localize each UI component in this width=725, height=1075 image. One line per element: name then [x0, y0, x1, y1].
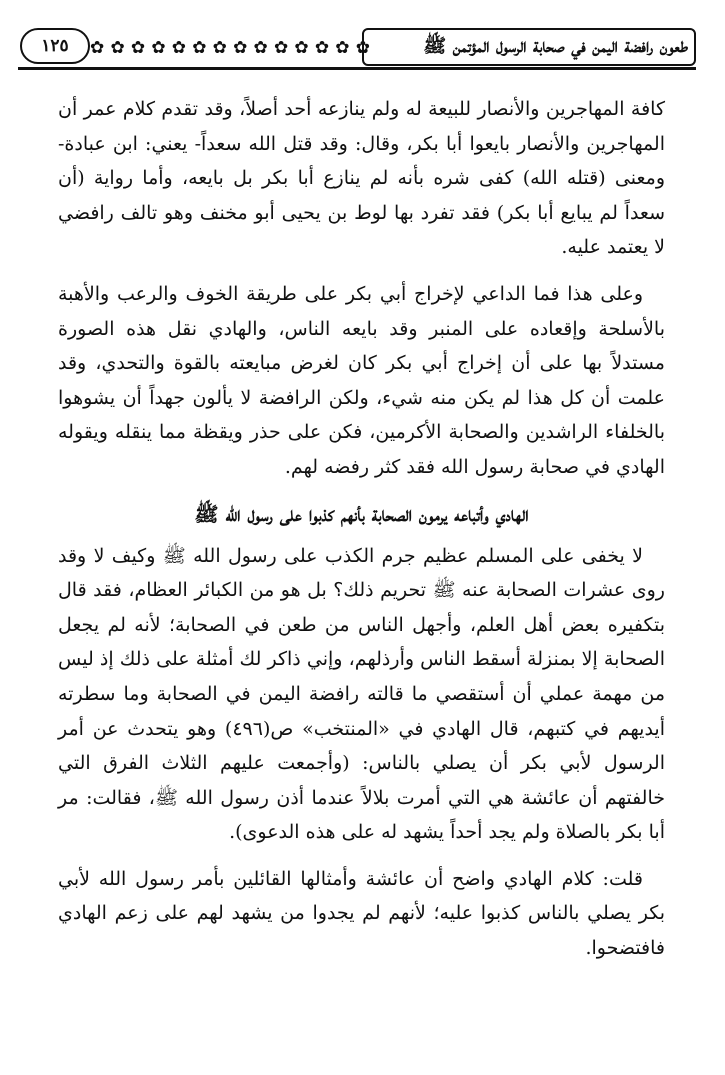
flower-ornament-icon: ✿: [233, 37, 248, 58]
page-number-text: ١٢٥: [41, 36, 69, 56]
header-divider: [18, 67, 696, 70]
page-body: [58, 92, 665, 978]
flower-ornament-icon: ✿: [253, 37, 268, 58]
header-ornament-row: [90, 36, 370, 60]
paragraph: كافة المهاجرين والأنصار للبيعة له ولم ينازعه أحد أصلاً، وقد تقدم كلام عمر أن المهاجرين والأنصار بايعوا أبا بكر، وقال: وقد قتل الله سعداً- يعني: ابن عبادة- ومعنى (قتله الله) كفى شره بأنه لم ينازع أبا بكر بل بايعه، وأما رواية (أن سعداً لم يبايع أبا بكر) فقد تفرد بها لوط بن يحيى أبو مخنف وهو تالف رافضي لا يعتمد عليه.: [58, 98, 665, 259]
paragraph: وعلى هذا فما الداعي لإخراج أبي بكر على طريقة الخوف والرعب والأهبة بالأسلحة وإقعاده على المنبر وقد بايعه الناس، والهادي نقل هذه الصورة مستدلاً بها على أن إخراج أبي بكر كان لغرض مبايعته بالقوة والتحدي، وقد علمت أن كل هذا لم يكن منه شيء، ولكن الرافضة لا يألون جهداً أن يشوهوا بالخلفاء الراشدين والصحابة الأكرمين، فكن على حذر ويقظة مما ينقله ويقوله الهادي في صحابة رسول الله فقد كثر رفضه لهم.: [58, 282, 665, 478]
section-heading: الهادي وأتباعه يرمون الصحابة بأنهم كذبوا على رسول الله ﷺ: [194, 501, 529, 526]
page-number: [20, 28, 90, 64]
paragraph: قلت: كلام الهادي واضح أن عائشة وأمثالها القائلين بأمر رسول الله لأبي بكر يصلي بالناس كذبوا عليه؛ لأنهم لم يجدوا من يشهد لهم على زعم الهادي فافتضحوا.: [58, 867, 665, 960]
flower-ornament-icon: ✿: [355, 37, 370, 58]
flower-ornament-icon: ✿: [335, 37, 350, 58]
flower-ornament-icon: ✿: [192, 37, 207, 58]
flower-ornament-icon: ✿: [130, 37, 146, 58]
flower-ornament-icon: ✿: [294, 37, 309, 58]
flower-ornament-icon: ✿: [151, 37, 166, 58]
flower-ornament-icon: ✿: [110, 37, 125, 58]
running-title: طعون رافضة اليمن في صحابة الرسول المؤتمن ﷺ: [423, 35, 688, 57]
paragraph: لا يخفى على المسلم عظيم جرم الكذب على رسول الله ﷺ وكيف لا وقد روى عشرات الصحابة عنه ﷺ تحريم ذلك؟ بل هو من الكبائر العظام، فقد قال بتكفيره بعض أهل العلم، وأجهل الناس من طعن في الصحابة؛ لأنه لم يجعل الصحابة إلا بمنزلة أسقط الناس وأرذلهم، وإني ذاكر لك أمثلة على ذلك إذ ليس من مهمة عملي أن أستقصي ما قالته رافضة اليمن في الصحابة وما سطرته أيديهم في كتبهم، قال الهادي في «المنتخب» ص(٤٩٦) وهو يتحدث عن أمر الرسول لأبي بكر أن يصلي بالناس: (وأجمعت عليهم الثلاث الفرق التي خالفتهم أن عائشة هي التي أمرت بلالاً عندما أذن رسول الله ﷺ، فقالت: مر أبا بكر بالصلاة ولم يجد أحداً يشهد له على هذه الدعوى).: [58, 544, 665, 844]
flower-ornament-icon: ✿: [90, 37, 105, 58]
page-header: [18, 28, 696, 70]
flower-ornament-icon: ✿: [273, 37, 289, 58]
flower-ornament-icon: ✿: [314, 37, 330, 58]
flower-ornament-icon: ✿: [212, 37, 227, 58]
flower-ornament-icon: ✿: [171, 37, 186, 58]
